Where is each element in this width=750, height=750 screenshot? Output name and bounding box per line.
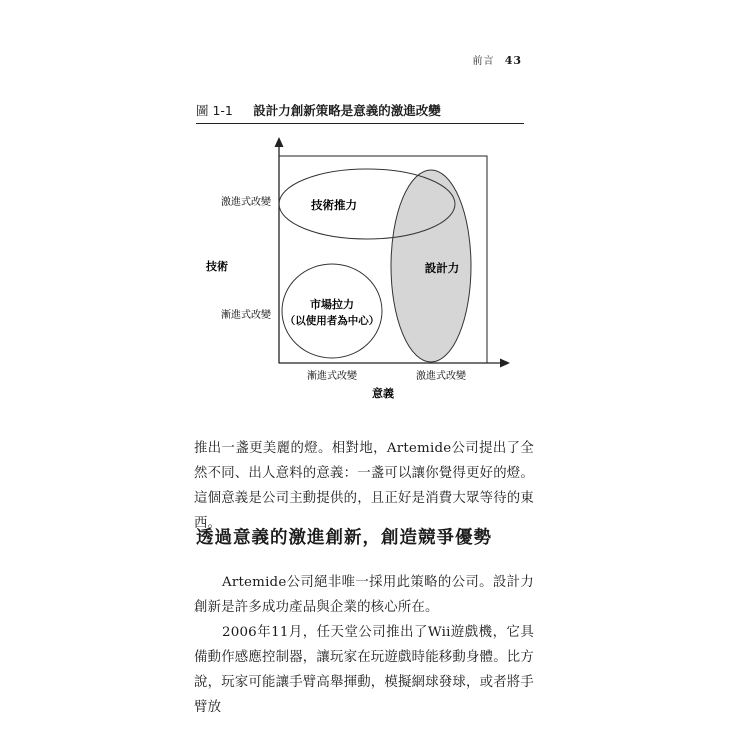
paragraph-3: 2006年11月，任天堂公司推出了Wii遊戲機，它具備動作感應控制器，讓玩家在玩遊戲時能移動身體。比方說，玩家可能讓手臂高舉揮動，模擬網球發球，或者將手臂放 bbox=[194, 625, 534, 715]
y-bottom-label: 漸進式改變 bbox=[221, 310, 271, 321]
y-top-label: 激進式改變 bbox=[221, 197, 271, 208]
x-axis-label: 意義 bbox=[372, 387, 394, 400]
technology-push-label: 技術推力 bbox=[311, 198, 357, 212]
y-axis-label: 技術 bbox=[206, 260, 228, 273]
figure-title: 設計力創新策略是意義的激進改變 bbox=[253, 103, 441, 118]
x-axis-arrowhead bbox=[500, 359, 510, 368]
x-right-label: 激進式改變 bbox=[416, 371, 466, 382]
y-axis-arrowhead bbox=[275, 137, 284, 147]
market-pull-label: 市場拉力 bbox=[310, 298, 354, 311]
paragraph-2: Artemide公司絕非唯一採用此策略的公司。設計力創新是許多成功產品與企業的核心所在。 bbox=[194, 575, 534, 615]
paragraph-1: 推出一盞更美麗的燈。相對地，Artemide公司提出了全然不同、出人意料的意義：一盞可以讓你覺得更好的燈。這個意義是公司主動提供的，且正好是消費大眾等待的東西。 bbox=[194, 441, 534, 531]
figure-label: 圖 1-1 bbox=[196, 103, 233, 118]
market-pull-ellipse bbox=[282, 264, 382, 358]
page-number: 43 bbox=[504, 54, 522, 67]
x-left-label: 漸進式改變 bbox=[307, 371, 357, 382]
design-driven-label: 設計力 bbox=[424, 261, 460, 275]
header-section: 前言 bbox=[472, 56, 495, 67]
market-pull-sublabel: （以使用者為中心） bbox=[284, 315, 380, 327]
section-heading: 透過意義的激進創新，創造競爭優勢 bbox=[196, 528, 492, 548]
